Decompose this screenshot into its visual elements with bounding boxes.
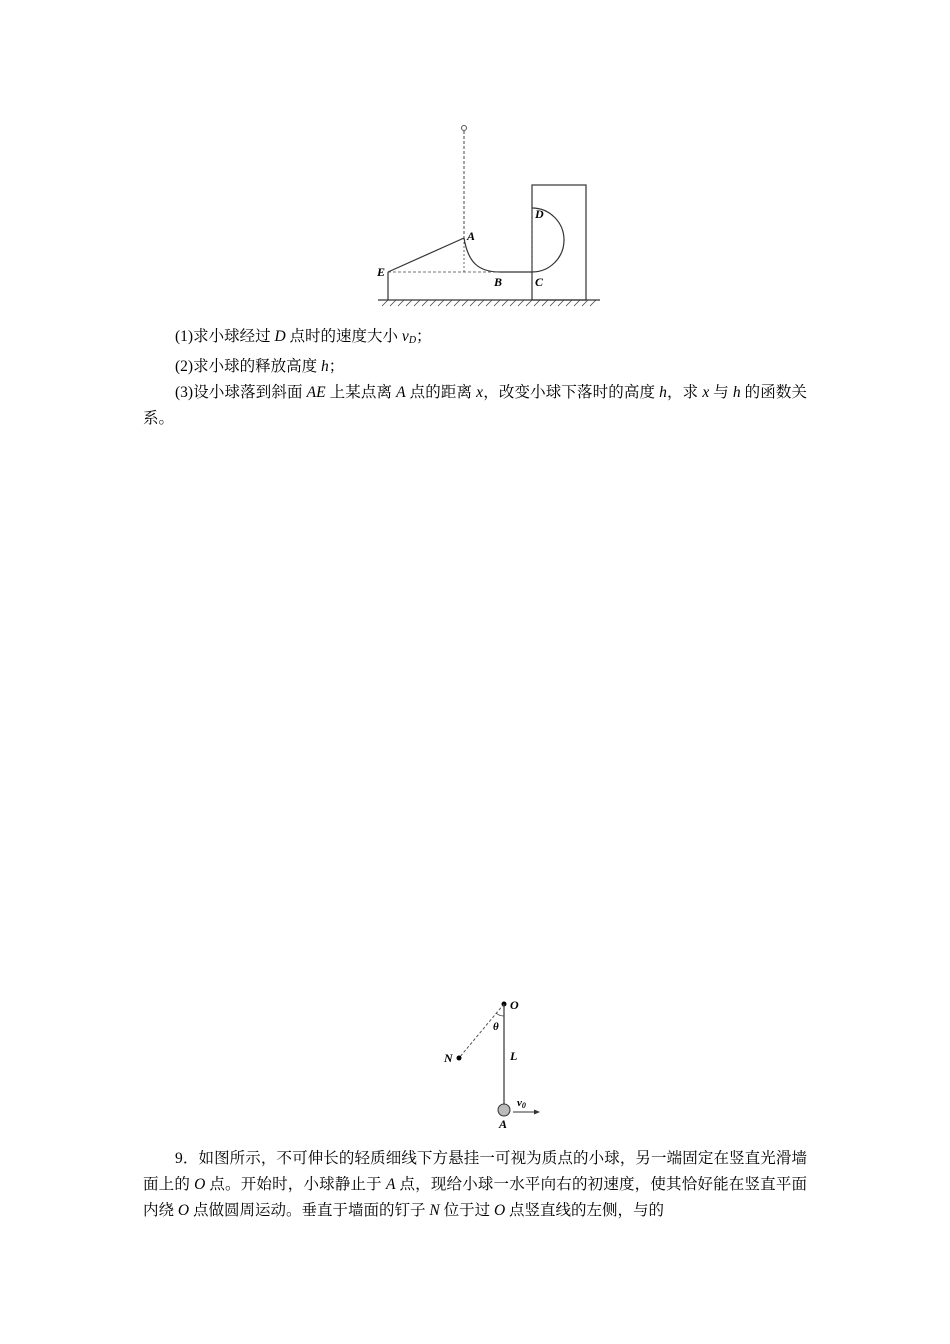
question-2: (2)求小球的释放高度 h； <box>175 358 345 375</box>
figure-track-diagram <box>370 120 610 315</box>
track-diagram-svg <box>370 120 610 315</box>
question-3: (3)设小球落到斜面 AE 上某点离 A 点的距离 x，改变小球下落时的高度 h，求 x 与 h 的函数关系。 <box>143 384 808 427</box>
question-1: (1)求小球经过 D 点时的速度大小 $v_D$； <box>175 328 432 346</box>
problem-9: 9．如图所示，不可伸长的轻质细线下方悬挂一可视为质点的小球，另一端固定在竖直光滑墙面上的 O 点。开始时，小球静止于 A 点，现给小球一水平向右的初速度，使其恰好能在竖直平面内绕 O 点做圆周运动。垂直于墙面的钉子 N 位于过 O 点竖直线的左侧，与的 <box>143 1150 807 1219</box>
label-d: D <box>535 207 544 221</box>
curve-ab <box>464 238 500 272</box>
label-v0: v0 <box>517 1097 526 1110</box>
label-l: L <box>510 1049 518 1063</box>
pendulum-diagram-svg <box>430 990 560 1130</box>
incline-ae <box>388 238 464 272</box>
label-b: B <box>494 275 503 289</box>
label-ball-a: A <box>499 1117 508 1130</box>
theta-arc <box>496 1013 504 1016</box>
label-e: E <box>377 265 386 279</box>
ball-a <box>498 1104 510 1116</box>
questions-block <box>143 324 807 432</box>
release-point <box>462 126 467 131</box>
label-c: C <box>535 275 544 289</box>
label-n: N <box>444 1051 453 1065</box>
label-o: O <box>510 998 519 1012</box>
label-a: A <box>467 229 476 243</box>
velocity-arrowhead <box>534 1110 540 1115</box>
ground-hatching <box>382 300 596 306</box>
label-theta: θ <box>493 1021 499 1033</box>
figure-pendulum-diagram <box>430 990 560 1130</box>
nail-n <box>457 1056 462 1061</box>
